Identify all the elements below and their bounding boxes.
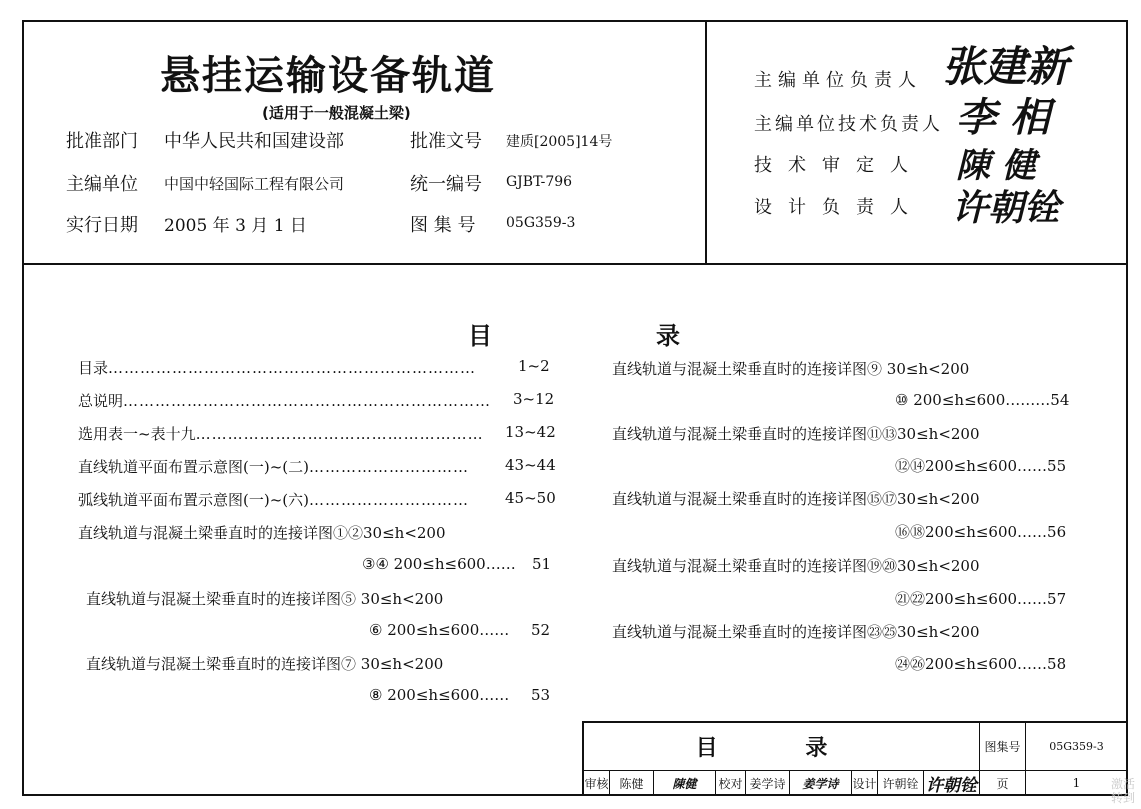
unified-no-label: 统一编号	[410, 174, 482, 195]
title-block-designer-signature: 许朝铨	[924, 771, 980, 796]
toc-item-8: 直线轨道与混凝土梁垂直时的连接详图⑤ 30≤h<200	[86, 590, 444, 608]
title-block-checker: 姜学诗	[746, 771, 790, 796]
title-block	[582, 721, 1128, 796]
toc-item-7: ③④ 200≤h≤600……	[362, 555, 516, 573]
header-divider	[22, 263, 1128, 265]
toc-item-10: 直线轨道与混凝土梁垂直时的连接详图⑦ 30≤h<200	[86, 655, 444, 673]
title-block-reviewer: 陈健	[610, 771, 654, 796]
toc-right-item-7: 直线轨道与混凝土梁垂直时的连接详图⑲⑳30≤h<200	[612, 557, 980, 575]
watermark-line-2: 转到	[1110, 791, 1135, 805]
document-title: 悬挂运输设备轨道	[160, 53, 496, 99]
approval-dept: 中华人民共和国建设部	[164, 131, 344, 152]
toc-page-5: 45~50	[505, 489, 556, 507]
toc-item-6: 直线轨道与混凝土梁垂直时的连接详图①②30≤h<200	[78, 524, 446, 542]
toc-page-1: 1~2	[518, 357, 550, 375]
title-block-designer: 许朝铨	[878, 771, 924, 796]
responsible-role-2: 主编单位技术负责人	[754, 114, 943, 135]
toc-item-4: 直线轨道平面布置示意图(一)~(二)…………………………	[78, 458, 469, 476]
toc-page-2: 3~12	[513, 390, 555, 408]
toc-page-11: 53	[531, 686, 551, 704]
signature-1: 张建新	[942, 42, 1069, 91]
toc-page-3: 13~42	[505, 423, 556, 441]
toc-right-item-5: 直线轨道与混凝土梁垂直时的连接详图⑮⑰30≤h<200	[612, 490, 980, 508]
title-block-checker-signature: 姜学诗	[790, 771, 852, 796]
approval-doc-label: 批准文号	[410, 131, 482, 152]
toc-right-item-10: ㉔㉖200≤h≤600……58	[895, 655, 1067, 673]
header-vertical-divider	[705, 20, 707, 264]
atlas-no: 05G359-3	[506, 215, 576, 231]
toc-right-item-4: ⑫⑭200≤h≤600……55	[895, 457, 1067, 475]
title-block-atlas-label: 图集号	[980, 723, 1026, 771]
document-subtitle: (适用于一般混凝土梁)	[262, 104, 411, 122]
unified-no: GJBT-796	[506, 174, 573, 190]
title-block-atlas-no: 05G359-3	[1026, 723, 1128, 771]
toc-page-7: 51	[532, 555, 552, 573]
toc-heading-left: 目	[468, 322, 492, 350]
toc-item-11: ⑧ 200≤h≤600……	[369, 686, 510, 704]
watermark-line-1: 激活	[1110, 777, 1135, 791]
effective-date: 2005 年 3 月 1 日	[164, 216, 307, 236]
responsible-role-1: 主编单位负责人	[754, 70, 922, 91]
toc-item-3: 选用表一~表十九………………………………………………	[78, 425, 484, 443]
signature-4: 许朝铨	[952, 187, 1061, 229]
signature-3: 陳 健	[956, 146, 1036, 186]
title-block-review-label: 审核	[584, 771, 610, 796]
toc-right-item-9: 直线轨道与混凝土梁垂直时的连接详图㉓㉕30≤h<200	[612, 623, 980, 641]
toc-right-item-8: ㉑㉒200≤h≤600……57	[895, 590, 1067, 608]
responsible-role-4: 设计负责人	[754, 197, 924, 218]
toc-right-item-3: 直线轨道与混凝土梁垂直时的连接详图⑪⑬30≤h<200	[612, 425, 980, 443]
title-block-page-label: 页	[980, 771, 1026, 796]
approval-dept-label: 批准部门	[66, 131, 138, 152]
title-block-sheet-title: 目 录	[584, 723, 980, 771]
atlas-no-label: 图 集 号	[410, 215, 476, 236]
responsible-role-3: 技术审定人	[754, 155, 924, 176]
editor-unit: 中国中轻国际工程有限公司	[164, 175, 345, 193]
toc-heading-right: 录	[656, 322, 680, 350]
title-block-reviewer-signature: 陳健	[654, 771, 716, 796]
signature-2: 李相	[956, 94, 1064, 141]
toc-right-item-2: ⑩ 200≤h≤600………54	[895, 391, 1070, 409]
title-block-page-no: 1	[1026, 771, 1128, 796]
toc-item-9: ⑥ 200≤h≤600……	[369, 621, 510, 639]
toc-item-5: 弧线轨道平面布置示意图(一)~(六)…………………………	[78, 491, 469, 509]
title-block-design-label: 设计	[852, 771, 878, 796]
editor-unit-label: 主编单位	[66, 174, 138, 195]
toc-page-4: 43~44	[505, 456, 556, 474]
approval-doc: 建质[2005]14号	[506, 134, 613, 150]
toc-item-2: 总说明……………………………………………………………	[78, 392, 492, 410]
title-block-check-label: 校对	[716, 771, 746, 796]
toc-right-item-6: ⑯⑱200≤h≤600……56	[895, 523, 1067, 541]
toc-item-1: 目录……………………………………………………………	[78, 359, 477, 377]
watermark	[1111, 777, 1135, 805]
toc-page-9: 52	[531, 621, 551, 639]
effective-date-label: 实行日期	[66, 215, 138, 236]
toc-right-item-1: 直线轨道与混凝土梁垂直时的连接详图⑨ 30≤h<200	[612, 360, 970, 378]
